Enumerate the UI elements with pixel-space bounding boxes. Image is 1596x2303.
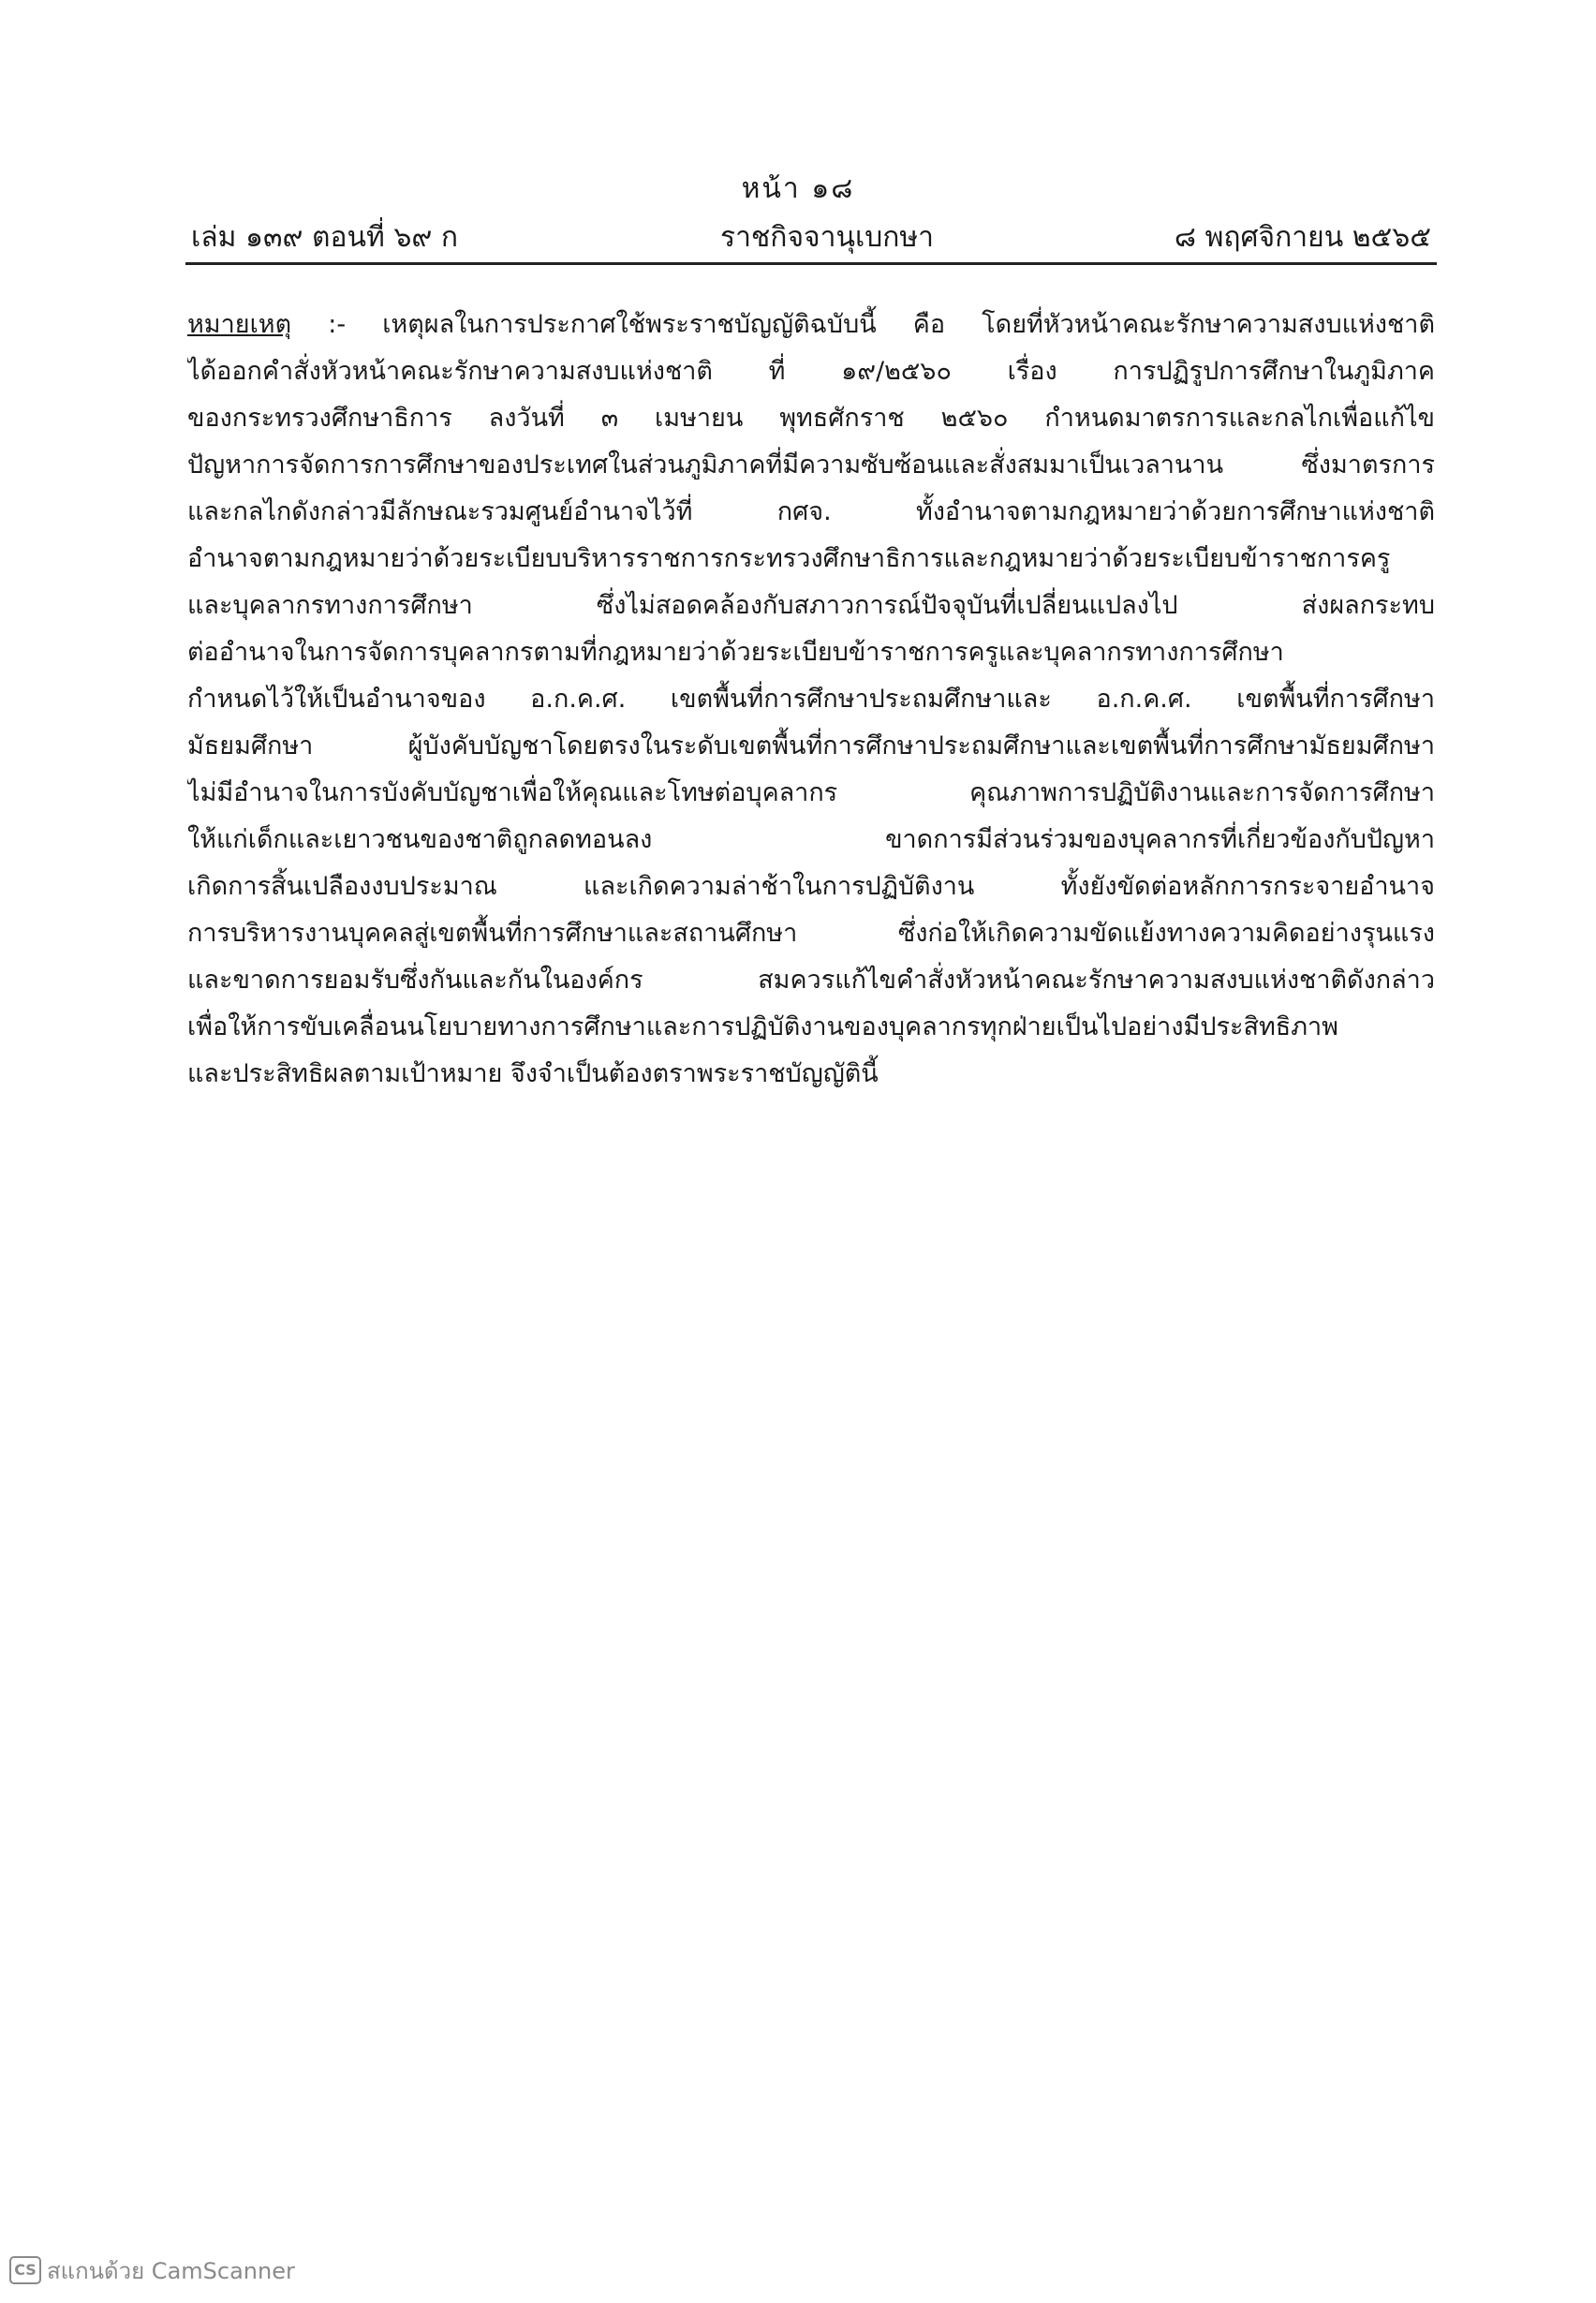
note-line: ของกระทรวงศึกษาธิการ ลงวันที่ ๓ เมษายน พุทธศักราช ๒๕๖๐ กำหนดมาตรการและกลไกเพื่อแก้ไข	[187, 404, 1435, 433]
note-line: เกิดการสิ้นเปลืองงบประมาณ และเกิดความล่าช้าในการปฏิบัติงาน ทั้งยังขัดต่อหลักการกระจายอำนาจ	[187, 872, 1435, 901]
note-line: และบุคลากรทางการศึกษา ซึ่งไม่สอดคล้องกับสภาวการณ์ปัจจุบันที่เปลี่ยนแปลงไป ส่งผลกระทบ	[187, 591, 1435, 620]
publication-date: ๘ พฤศจิกายน ๒๕๖๕	[1174, 221, 1431, 254]
page-number: หน้า ๑๘	[741, 172, 855, 205]
note-line: เพื่อให้การขับเคลื่อนนโยบายทางการศึกษาและการปฏิบัติงานของบุคลากรทุกฝ่ายเป็นไปอย่างมีประสิทธิภาพ	[187, 1012, 1338, 1041]
note-label: หมายเหตุ	[187, 310, 292, 339]
volume-issue: เล่ม ๑๓๙ ตอนที่ ๖๙ ก	[191, 221, 459, 254]
note-body	[187, 302, 1435, 1098]
note-line: และประสิทธิผลตามเป้าหมาย จึงจำเป็นต้องตราพระราชบัญญัตินี้	[187, 1059, 879, 1088]
note-line: ต่ออำนาจในการจัดการบุคลากรตามที่กฎหมายว่าด้วยระเบียบข้าราชการครูและบุคลากรทางการศึกษา	[187, 638, 1284, 667]
camscanner-watermark	[9, 2254, 295, 2286]
note-line: ปัญหาการจัดการการศึกษาของประเทศในส่วนภูมิภาคที่มีความซับซ้อนและสั่งสมมาเป็นเวลานาน ซึ่งมาตรการ	[187, 450, 1435, 480]
note-line: ไม่มีอำนาจในการบังคับบัญชาเพื่อให้คุณและโทษต่อบุคลากร คุณภาพการปฏิบัติงานและการจัดการศึกษา	[187, 778, 1435, 807]
note-line: และขาดการยอมรับซึ่งกันและกันในองค์กร สมควรแก้ไขคำสั่งหัวหน้าคณะรักษาความสงบแห่งชาติดังกล่าว	[187, 966, 1435, 995]
note-line: ได้ออกคำสั่งหัวหน้าคณะรักษาความสงบแห่งชาติ ที่ ๑๙/๒๕๖๐ เรื่อง การปฏิรูปการศึกษาในภูมิภาค	[187, 357, 1435, 386]
publication-name: ราชกิจจานุเบกษา	[719, 221, 935, 254]
note-line: และกลไกดังกล่าวมีลักษณะรวมศูนย์อำนาจไว้ที่ กศจ. ทั้งอำนาจตามกฎหมายว่าด้วยการศึกษาแห่งชาติ	[187, 497, 1435, 526]
note-line: กำหนดไว้ให้เป็นอำนาจของ อ.ก.ค.ศ. เขตพื้นที่การศึกษาประถมศึกษาและ อ.ก.ค.ศ. เขตพื้นที่การศึกษา	[187, 685, 1435, 714]
camscanner-logo-icon: CS	[9, 2256, 41, 2284]
note-line: ให้แก่เด็กและเยาวชนของชาติถูกลดทอนลง ขาดการมีส่วนร่วมของบุคลากรที่เกี่ยวข้องกับปัญหา	[187, 825, 1435, 854]
gazette-header	[185, 215, 1437, 257]
watermark-text: สแกนด้วย CamScanner	[47, 2257, 295, 2284]
note-line-text: :- เหตุผลในการประกาศใช้พระราชบัญญัติฉบับนี้ คือ โดยที่หัวหน้าคณะรักษาความสงบแห่งชาติ	[291, 310, 1435, 339]
note-line: มัธยมศึกษา ผู้บังคับบัญชาโดยตรงในระดับเขตพื้นที่การศึกษาประถมศึกษาและเขตพื้นที่การศึกษามัธยมศึกษา	[187, 731, 1435, 760]
header-divider	[185, 262, 1437, 265]
note-line: การบริหารงานบุคคลสู่เขตพื้นที่การศึกษาและสถานศึกษา ซึ่งก่อให้เกิดความขัดแย้งทางความคิดอย่างรุนแรง	[187, 919, 1435, 948]
note-line	[187, 302, 1435, 348]
note-line: อำนาจตามกฎหมายว่าด้วยระเบียบบริหารราชการกระทรวงศึกษาธิการและกฎหมายว่าด้วยระเบียบข้าราชการครู	[187, 544, 1391, 573]
